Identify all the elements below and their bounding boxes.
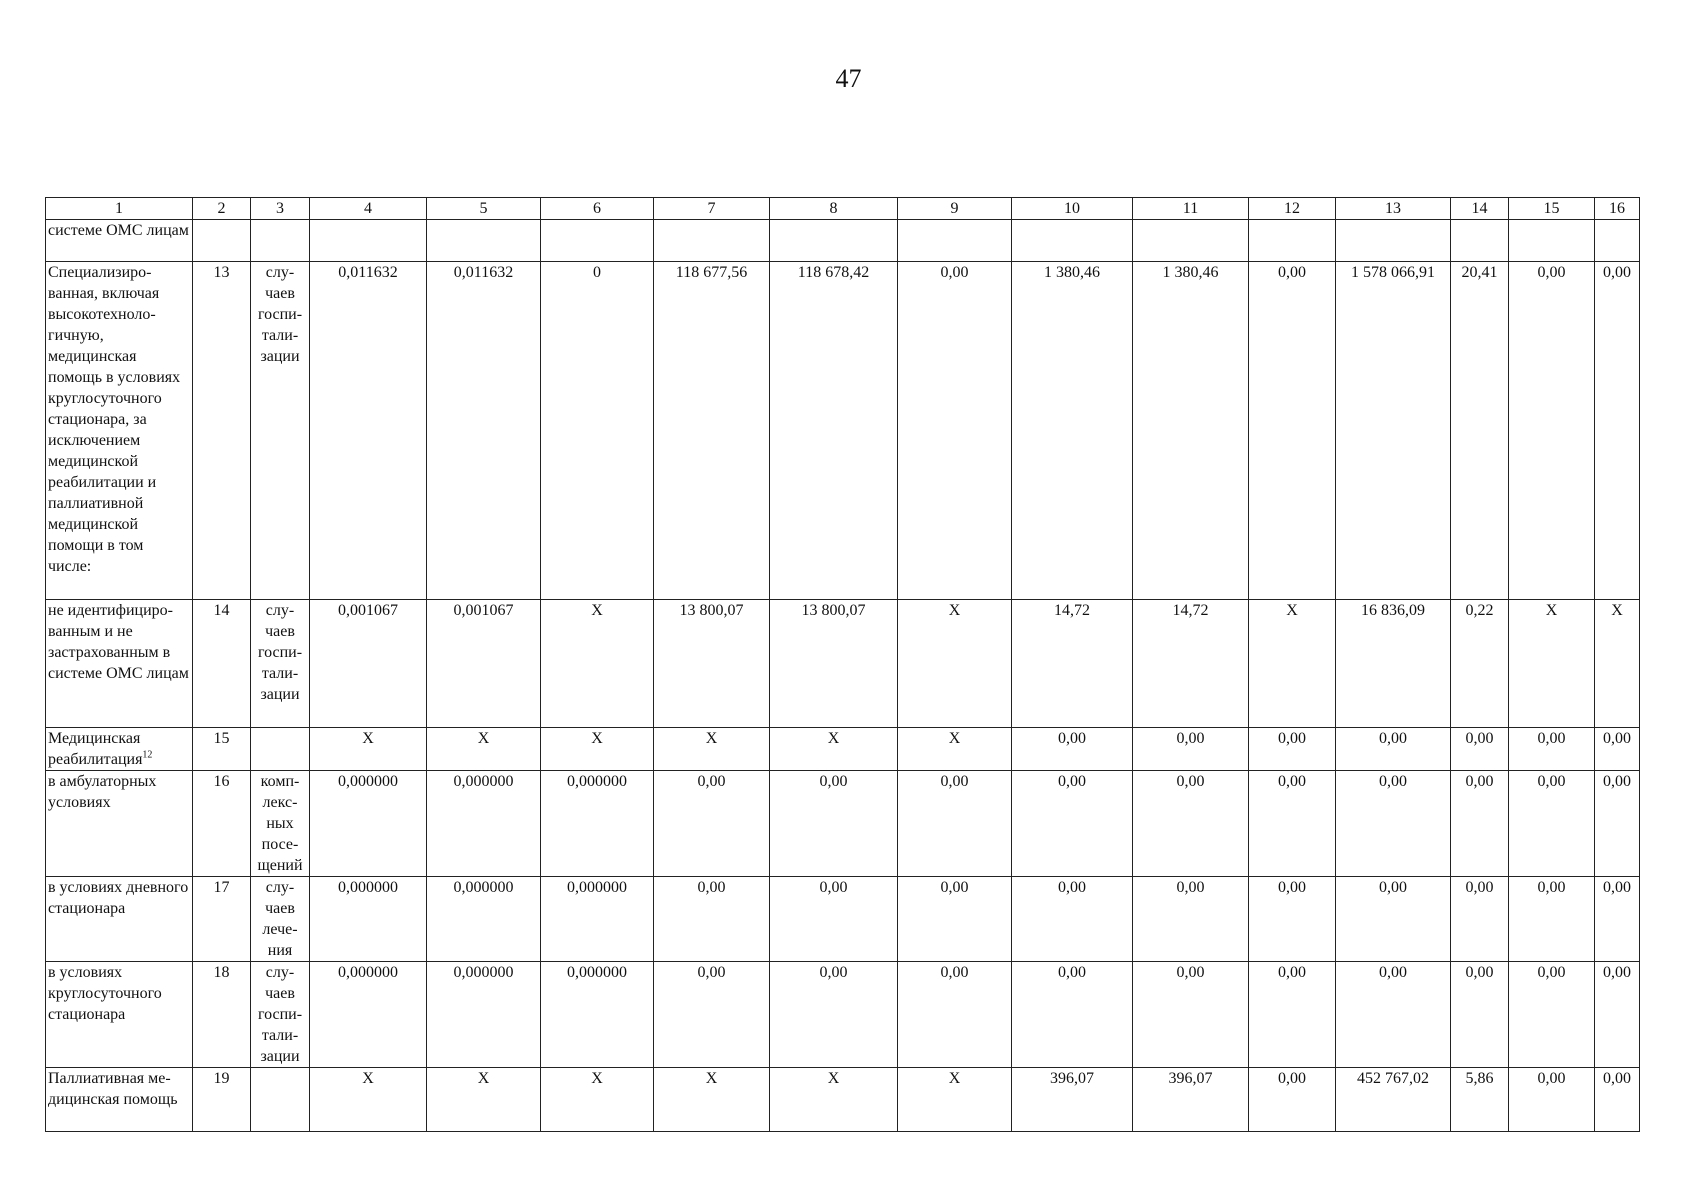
value-cell <box>541 220 654 262</box>
table-row <box>46 220 1640 262</box>
unit-cell: слу-чаев госпи-тали-зации <box>251 262 310 600</box>
header-cell: 3 <box>251 198 310 220</box>
row-number-cell: 18 <box>193 962 251 1068</box>
value-cell: 118 677,56 <box>654 262 770 600</box>
value-cell: 0,00 <box>1509 877 1595 962</box>
value-cell <box>1336 220 1451 262</box>
value-cell: X <box>427 728 541 771</box>
header-cell: 14 <box>1451 198 1509 220</box>
header-cell: 5 <box>427 198 541 220</box>
value-cell: 20,41 <box>1451 262 1509 600</box>
value-cell: X <box>770 728 898 771</box>
value-cell: X <box>898 1068 1012 1132</box>
value-cell: 0,00 <box>1336 728 1451 771</box>
row-number-cell: 13 <box>193 262 251 600</box>
unit-cell: слу-чаев госпи-тали-зации <box>251 962 310 1068</box>
value-cell: 0,00 <box>1451 771 1509 877</box>
row-number-cell: 16 <box>193 771 251 877</box>
value-cell: 396,07 <box>1133 1068 1249 1132</box>
value-cell <box>1595 220 1640 262</box>
value-cell: 0,00 <box>1509 962 1595 1068</box>
row-number-cell <box>193 220 251 262</box>
row-label-cell: в условиях дневного стационара <box>46 877 193 962</box>
header-cell: 12 <box>1249 198 1336 220</box>
value-cell: 0,011632 <box>427 262 541 600</box>
value-cell: 0,000000 <box>310 771 427 877</box>
table-row <box>46 1068 1640 1132</box>
header-cell: 15 <box>1509 198 1595 220</box>
value-cell: 0,00 <box>1595 1068 1640 1132</box>
value-cell: X <box>898 600 1012 728</box>
row-label-cell: системе ОМС лицам <box>46 220 193 262</box>
value-cell <box>1249 220 1336 262</box>
header-cell: 6 <box>541 198 654 220</box>
value-cell: 1 380,46 <box>1012 262 1133 600</box>
value-cell: 0,00 <box>1509 1068 1595 1132</box>
value-cell: 0,00 <box>770 771 898 877</box>
value-cell: X <box>1509 600 1595 728</box>
header-cell: 11 <box>1133 198 1249 220</box>
value-cell: 0,001067 <box>310 600 427 728</box>
value-cell: 0,00 <box>1012 962 1133 1068</box>
value-cell: X <box>541 1068 654 1132</box>
row-label-cell: Специализиро-ванная, включая высокотехноло-гичную, медицинская помощь в условиях круглосуточного стационара, за исключением медицинской реабилитации и паллиативной медицинской помощи в том числе: <box>46 262 193 600</box>
value-cell: 0,00 <box>898 877 1012 962</box>
value-cell: X <box>1249 600 1336 728</box>
value-cell: 0,00 <box>1249 262 1336 600</box>
value-cell: 0 <box>541 262 654 600</box>
value-cell: 0,00 <box>1249 962 1336 1068</box>
header-cell: 7 <box>654 198 770 220</box>
unit-cell: комп-лекс-ных посе-щений <box>251 771 310 877</box>
value-cell: X <box>770 1068 898 1132</box>
table-row <box>46 728 1640 771</box>
value-cell: 0,00 <box>1595 771 1640 877</box>
header-cell: 4 <box>310 198 427 220</box>
value-cell: 0,00 <box>1509 262 1595 600</box>
value-cell: 0,000000 <box>541 771 654 877</box>
value-cell: 0,00 <box>1133 728 1249 771</box>
value-cell: 0,00 <box>1133 962 1249 1068</box>
value-cell: 0,000000 <box>310 962 427 1068</box>
value-cell: X <box>654 1068 770 1132</box>
value-cell: X <box>310 1068 427 1132</box>
value-cell: 13 800,07 <box>770 600 898 728</box>
value-cell: X <box>541 728 654 771</box>
value-cell: X <box>427 1068 541 1132</box>
value-cell: 0,00 <box>898 771 1012 877</box>
header-cell: 9 <box>898 198 1012 220</box>
row-label-cell: в условиях круглосуточного стационара <box>46 962 193 1068</box>
value-cell: 0,00 <box>1249 728 1336 771</box>
value-cell: 0,011632 <box>310 262 427 600</box>
table-row <box>46 262 1640 600</box>
unit-cell: слу-чаев госпи-тали-зации <box>251 600 310 728</box>
value-cell: 0,00 <box>898 962 1012 1068</box>
value-cell: 0,00 <box>898 262 1012 600</box>
value-cell: 0,22 <box>1451 600 1509 728</box>
value-cell: 0,000000 <box>427 771 541 877</box>
value-cell: 0,00 <box>1249 1068 1336 1132</box>
header-cell: 2 <box>193 198 251 220</box>
row-label-cell <box>46 728 193 771</box>
value-cell: X <box>898 728 1012 771</box>
value-cell: 118 678,42 <box>770 262 898 600</box>
value-cell: 0,00 <box>654 771 770 877</box>
header-cell: 10 <box>1012 198 1133 220</box>
row-label-cell: в амбулаторных условиях <box>46 771 193 877</box>
value-cell: 0,00 <box>1595 962 1640 1068</box>
value-cell: 0,00 <box>654 877 770 962</box>
header-cell: 13 <box>1336 198 1451 220</box>
header-cell: 8 <box>770 198 898 220</box>
header-cell: 1 <box>46 198 193 220</box>
value-cell: 0,00 <box>1012 771 1133 877</box>
value-cell: 0,00 <box>1451 877 1509 962</box>
row-number-cell: 19 <box>193 1068 251 1132</box>
header-cell: 16 <box>1595 198 1640 220</box>
table-row <box>46 962 1640 1068</box>
value-cell: 452 767,02 <box>1336 1068 1451 1132</box>
value-cell: X <box>541 600 654 728</box>
value-cell <box>310 220 427 262</box>
value-cell: 0,00 <box>1249 771 1336 877</box>
value-cell: 0,00 <box>1012 728 1133 771</box>
row-number-cell: 17 <box>193 877 251 962</box>
value-cell: 1 578 066,91 <box>1336 262 1451 600</box>
value-cell: X <box>654 728 770 771</box>
value-cell: 0,00 <box>1336 962 1451 1068</box>
value-cell: 0,000000 <box>427 962 541 1068</box>
financial-table <box>45 197 1640 1132</box>
value-cell: 0,00 <box>770 962 898 1068</box>
value-cell: 0,00 <box>1595 728 1640 771</box>
value-cell: 0,00 <box>1595 262 1640 600</box>
value-cell: 14,72 <box>1133 600 1249 728</box>
value-cell: 0,00 <box>1133 771 1249 877</box>
header-row <box>46 198 1640 220</box>
value-cell: X <box>1595 600 1640 728</box>
unit-cell <box>251 728 310 771</box>
unit-cell: слу-чаев лече-ния <box>251 877 310 962</box>
value-cell <box>1133 220 1249 262</box>
row-label-text: Медицинская реабилитация <box>48 730 143 768</box>
value-cell: 14,72 <box>1012 600 1133 728</box>
value-cell: 0,00 <box>1509 771 1595 877</box>
unit-cell <box>251 1068 310 1132</box>
value-cell: 0,00 <box>1336 877 1451 962</box>
value-cell: 0,00 <box>654 962 770 1068</box>
value-cell <box>1012 220 1133 262</box>
value-cell <box>427 220 541 262</box>
value-cell: 0,000000 <box>310 877 427 962</box>
unit-cell <box>251 220 310 262</box>
row-number-cell: 14 <box>193 600 251 728</box>
value-cell: 0,00 <box>1451 962 1509 1068</box>
value-cell: 13 800,07 <box>654 600 770 728</box>
value-cell: 0,001067 <box>427 600 541 728</box>
value-cell: X <box>310 728 427 771</box>
table-row <box>46 771 1640 877</box>
value-cell <box>1509 220 1595 262</box>
value-cell: 0,00 <box>1012 877 1133 962</box>
value-cell: 0,00 <box>770 877 898 962</box>
value-cell: 16 836,09 <box>1336 600 1451 728</box>
value-cell: 0,000000 <box>541 962 654 1068</box>
page-number: 47 <box>835 64 862 93</box>
footnote-marker: 12 <box>142 749 153 761</box>
value-cell: 396,07 <box>1012 1068 1133 1132</box>
table-row <box>46 877 1640 962</box>
value-cell: 0,00 <box>1509 728 1595 771</box>
value-cell <box>898 220 1012 262</box>
row-number-cell: 15 <box>193 728 251 771</box>
value-cell: 0,00 <box>1133 877 1249 962</box>
value-cell <box>1451 220 1509 262</box>
value-cell: 0,00 <box>1595 877 1640 962</box>
value-cell: 0,00 <box>1336 771 1451 877</box>
value-cell <box>770 220 898 262</box>
value-cell <box>654 220 770 262</box>
value-cell: 0,000000 <box>427 877 541 962</box>
row-label-cell: Паллиативная ме-дицинская помощь <box>46 1068 193 1132</box>
table-row <box>46 600 1640 728</box>
value-cell: 5,86 <box>1451 1068 1509 1132</box>
value-cell: 1 380,46 <box>1133 262 1249 600</box>
row-label-cell: не идентифициро-ванным и не застрахованным в системе ОМС лицам <box>46 600 193 728</box>
value-cell: 0,000000 <box>541 877 654 962</box>
value-cell: 0,00 <box>1249 877 1336 962</box>
value-cell: 0,00 <box>1451 728 1509 771</box>
